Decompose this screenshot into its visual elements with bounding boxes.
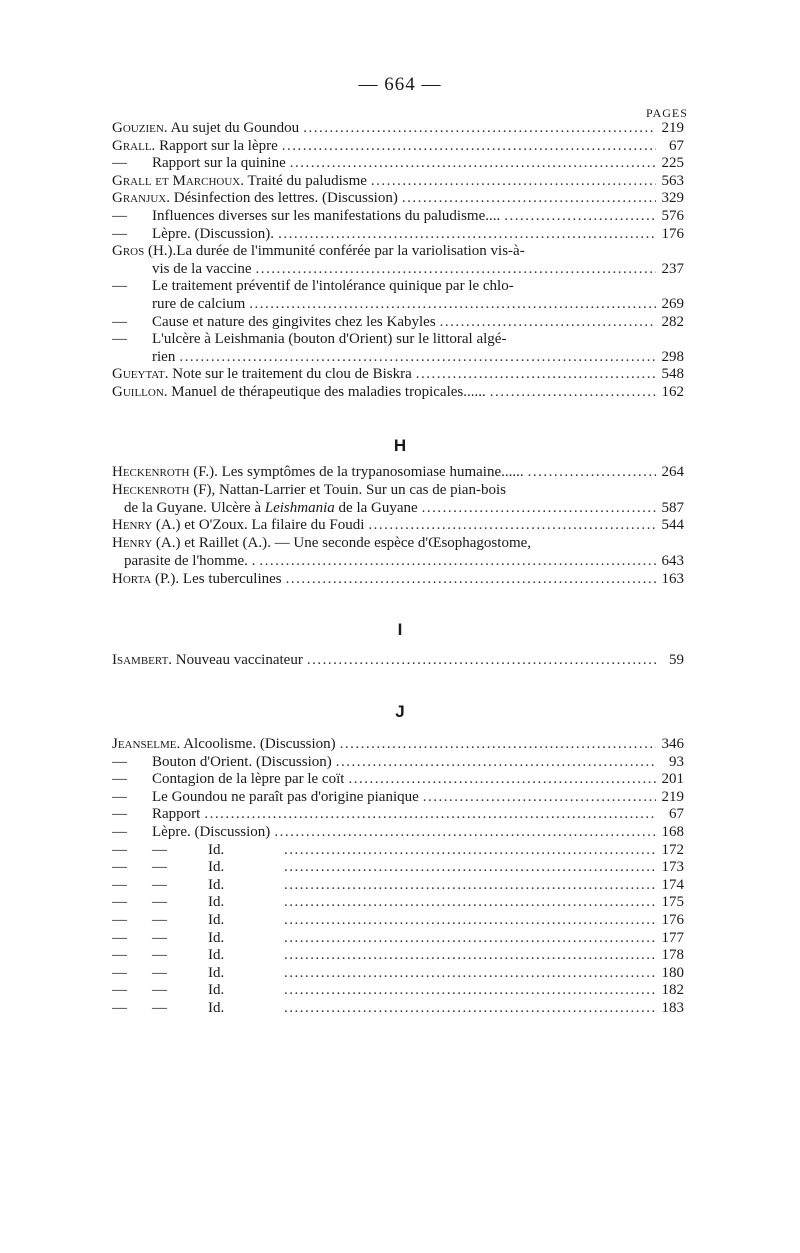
index-entry [112, 155, 684, 172]
entry-text [112, 535, 531, 552]
index-entry [112, 894, 684, 911]
page-reference: 178 [661, 947, 684, 964]
entry-title: L'ulcère à Leishmania (bouton d'Orient) sur le littoral algé- [152, 331, 507, 348]
entry-title: Traité du paludisme [243, 172, 367, 189]
leader-dots [284, 912, 656, 929]
entry-text [112, 314, 436, 331]
entry-title: Influences diverses sur les manifestations du paludisme.... [152, 208, 501, 224]
entry-title: (A.) et O'Zoux. La filaire du Foudi [152, 517, 365, 534]
entry-continuation: de la Guyane. Ulcère à [124, 499, 265, 516]
ditto-dash: — [112, 894, 127, 911]
entry-author: Gouzien. [112, 120, 168, 136]
entry-continuation: rure de calcium [152, 296, 246, 312]
entry-author: Gueytat. [112, 366, 169, 383]
entry-author: Heckenroth [112, 481, 190, 498]
entry-text [112, 384, 486, 401]
page-reference: 269 [661, 296, 684, 312]
leader-dots [371, 173, 656, 190]
page-reference: 176 [661, 225, 684, 242]
leader-dots [423, 789, 656, 806]
ditto-dash: — [112, 788, 127, 805]
ditto-dash: — [152, 859, 167, 876]
index-entry [112, 930, 684, 947]
entry-title: (A.) et Raillet (A.). — Une seconde espèce d'Œsophagostome, [152, 535, 532, 552]
index-entry [112, 571, 684, 588]
ditto-dash: — [152, 876, 167, 893]
leader-dots [284, 859, 656, 876]
entry-text [112, 500, 418, 517]
entry-author: Granjux. [112, 190, 170, 207]
leader-dots [256, 261, 656, 278]
ditto-dash: — [112, 947, 127, 964]
page-reference: 544 [661, 517, 684, 534]
entry-title: Id. [208, 841, 225, 858]
leader-dots [284, 842, 656, 859]
leader-dots [249, 296, 656, 313]
page-reference: 174 [661, 876, 684, 893]
ditto-dash: — [112, 278, 127, 295]
ditto-dash: — [152, 894, 167, 911]
index-entry [112, 982, 684, 999]
entry-text [112, 243, 525, 260]
page-reference: 59 [669, 652, 684, 668]
entry-text [112, 155, 286, 172]
page-reference: 177 [661, 929, 684, 946]
index-entry [112, 464, 684, 481]
leader-dots [504, 208, 656, 225]
section-letter-j: J [395, 702, 405, 721]
index-entry [112, 331, 684, 348]
page-reference: 563 [661, 172, 684, 189]
entry-text [112, 553, 255, 570]
leader-dots [528, 464, 656, 481]
entry-title: Id. [208, 929, 225, 946]
page-reference: 176 [661, 912, 684, 928]
index-entry [112, 243, 684, 260]
page-reference: 201 [661, 771, 684, 788]
page-reference: 163 [661, 570, 684, 587]
entry-title: Rapport [152, 806, 201, 823]
index-entry [112, 859, 684, 876]
index-entry [112, 553, 684, 570]
entry-title: Id. [208, 947, 225, 964]
entry-continuation: parasite de l'homme. . [124, 553, 256, 569]
index-entry [112, 1000, 684, 1017]
entry-title: Cause et nature des gingivites chez les Kabyles [152, 313, 436, 330]
entry-author: Gros [112, 243, 145, 260]
leader-dots [284, 877, 656, 894]
entry-title: Le traitement préventif de l'intolérance quinique par le chlo- [152, 278, 514, 295]
index-entry [112, 173, 684, 190]
entry-text [112, 806, 200, 823]
page-reference: 162 [661, 384, 684, 400]
ditto-dash: — [112, 771, 127, 788]
leader-dots [274, 824, 656, 841]
leader-dots [490, 384, 656, 401]
entry-title: Id. [208, 964, 225, 981]
leader-dots [204, 806, 656, 823]
ditto-dash: — [112, 982, 127, 999]
entry-text [112, 208, 500, 225]
entry-text [112, 789, 419, 806]
entry-author: Heckenroth [112, 464, 190, 480]
page-reference: 346 [661, 736, 684, 752]
section-letter-h: H [393, 436, 407, 455]
entry-continuation: vis de la vaccine [152, 260, 252, 277]
entry-continuation: de la Guyane [334, 499, 418, 516]
entry-title: Manuel de thérapeutique des maladies tropicales...... [167, 384, 486, 400]
index-entry [112, 806, 684, 823]
entry-title: (P.). Les tuberculines [151, 570, 282, 587]
index-entry [112, 965, 684, 982]
entry-italic-term: Leishmania [264, 499, 335, 516]
entry-text [112, 912, 280, 929]
entry-title: Id. [208, 982, 225, 999]
page-reference: 225 [661, 155, 684, 172]
page-reference: 329 [661, 190, 684, 207]
ditto-dash: — [112, 841, 127, 858]
ditto-dash: — [112, 155, 127, 172]
index-entry [112, 138, 684, 155]
leader-dots [284, 894, 656, 911]
leader-dots [440, 314, 656, 331]
index-entry [112, 535, 684, 552]
entry-text [112, 965, 280, 982]
page-reference: 93 [669, 753, 684, 770]
entry-text [112, 736, 336, 753]
index-entry [112, 947, 684, 964]
index-entry [112, 366, 684, 383]
entry-text [112, 842, 280, 859]
entry-author: Henry [112, 535, 153, 552]
entry-text [112, 571, 282, 588]
page-reference: 180 [661, 964, 684, 981]
pages-column-label: PAGES [646, 106, 688, 120]
entry-text [112, 349, 175, 366]
entry-title: Bouton d'Orient. (Discussion) [152, 753, 332, 770]
entry-text [112, 190, 398, 207]
ditto-dash: — [112, 1000, 127, 1016]
entry-text [112, 947, 280, 964]
ditto-dash: — [152, 982, 167, 999]
leader-dots [284, 965, 656, 982]
entry-author: Grall. [112, 137, 156, 154]
ditto-dash: — [112, 876, 127, 893]
entry-text [112, 296, 245, 313]
leader-dots [286, 571, 656, 588]
entry-title: Lèpre. (Discussion) [152, 824, 271, 840]
entry-title: Rapport sur la lèpre [155, 137, 278, 154]
ditto-dash: — [152, 929, 167, 946]
ditto-dash: — [112, 331, 127, 348]
index-entry [112, 296, 684, 313]
ditto-dash: — [112, 824, 127, 840]
leader-dots [259, 553, 656, 570]
page-reference: 587 [661, 499, 684, 516]
entry-text [112, 859, 280, 876]
entry-text [112, 138, 278, 155]
section-letter-i: I [397, 620, 403, 639]
index-entry [112, 226, 684, 243]
entry-author: Grall et Marchoux. [112, 172, 244, 189]
entry-text [112, 278, 514, 295]
entry-title: Id. [208, 894, 225, 911]
index-entry [112, 842, 684, 859]
page-reference: 548 [661, 366, 684, 383]
leader-dots [307, 652, 656, 669]
ditto-dash: — [112, 753, 127, 770]
ditto-dash: — [112, 859, 127, 876]
index-entry [112, 912, 684, 929]
leader-dots [422, 500, 656, 517]
entry-text [112, 173, 367, 190]
entry-text [112, 464, 524, 481]
entry-title: (F), Nattan-Larrier et Touin. Sur un cas de pian-bois [189, 481, 506, 498]
entry-text [112, 120, 299, 137]
page-reference: 237 [661, 260, 684, 277]
entry-text [112, 877, 280, 894]
page-reference: 172 [661, 841, 684, 858]
entry-author: Isambert. [112, 652, 173, 668]
entry-title: Note sur le traitement du clou de Biskra [168, 366, 412, 383]
entry-text [112, 226, 274, 243]
entry-author: Guillon. [112, 384, 168, 400]
leader-dots [284, 1000, 656, 1017]
entry-text [112, 894, 280, 911]
entry-title: Alcoolisme. (Discussion) [180, 736, 336, 752]
index-entry [112, 824, 684, 841]
entry-title: Id. [208, 912, 225, 928]
index-entry [112, 652, 684, 669]
page-reference: 168 [661, 824, 684, 840]
page-reference: 183 [661, 1000, 684, 1016]
ditto-dash: — [112, 313, 127, 330]
leader-dots [416, 366, 656, 383]
leader-dots [179, 349, 656, 366]
leader-dots [348, 771, 656, 788]
entry-title: Id. [208, 859, 225, 876]
index-entry [112, 736, 684, 753]
ditto-dash: — [112, 912, 127, 928]
entry-text [112, 482, 506, 499]
index-entry [112, 754, 684, 771]
entry-text [112, 652, 303, 669]
index-entry [112, 120, 684, 137]
leader-dots [282, 138, 656, 155]
page-reference: 219 [661, 788, 684, 805]
leader-dots [340, 736, 656, 753]
index-entry [112, 789, 684, 806]
leader-dots [284, 982, 656, 999]
leader-dots [290, 155, 656, 172]
entry-title: Désinfection des lettres. (Discussion) [169, 190, 398, 207]
ditto-dash: — [152, 912, 167, 928]
entry-title: Contagion de la lèpre par le coït [152, 771, 345, 788]
entry-title: Rapport sur la quinine [152, 155, 286, 172]
entry-title: Nouveau vaccinateur [172, 652, 303, 668]
page-reference: 643 [661, 553, 684, 569]
ditto-dash: — [112, 806, 127, 823]
page-reference: 282 [661, 313, 684, 330]
leader-dots [284, 947, 656, 964]
entry-title: Id. [208, 876, 225, 893]
leader-dots [336, 754, 656, 771]
entry-text [112, 331, 506, 348]
entry-title: Au sujet du Goundou [167, 120, 300, 136]
entry-title: (F.). Les symptômes de la trypanosomiase humaine...... [189, 464, 524, 480]
page-reference: 219 [661, 120, 684, 136]
ditto-dash: — [152, 841, 167, 858]
index-entry [112, 261, 684, 278]
page-reference: 67 [669, 137, 684, 154]
index-entry [112, 482, 684, 499]
leader-dots [402, 190, 656, 207]
entry-author: Henry [112, 517, 153, 534]
entry-author: Horta [112, 570, 152, 587]
index-entry [112, 500, 684, 517]
entry-text [112, 930, 280, 947]
page-reference: 175 [661, 894, 684, 911]
page-reference: 182 [661, 982, 684, 999]
leader-dots [368, 517, 656, 534]
entry-text [112, 754, 332, 771]
ditto-dash: — [112, 964, 127, 981]
page-reference: 173 [661, 859, 684, 876]
entry-text [112, 366, 412, 383]
entry-title: (H.).La durée de l'immunité conférée par la variolisation vis-à- [144, 243, 525, 260]
page-reference: 264 [661, 464, 684, 480]
ditto-dash: — [152, 1000, 167, 1016]
ditto-dash: — [112, 929, 127, 946]
entry-title: Le Goundou ne paraît pas d'origine pianique [152, 788, 419, 805]
entry-text [112, 824, 270, 841]
index-entry [112, 771, 684, 788]
ditto-dash: — [112, 225, 127, 242]
entry-title: Id. [208, 1000, 225, 1016]
index-entry [112, 190, 684, 207]
index-entry [112, 517, 684, 534]
index-entry [112, 877, 684, 894]
entry-continuation: rien [152, 348, 176, 365]
leader-dots [284, 930, 656, 947]
entry-title: Lèpre. (Discussion). [152, 225, 275, 242]
leader-dots [303, 120, 656, 137]
index-entry [112, 278, 684, 295]
ditto-dash: — [152, 947, 167, 964]
page-number: — 664 — [358, 74, 442, 95]
index-entry [112, 349, 684, 366]
index-entry [112, 384, 684, 401]
page-reference: 576 [661, 208, 684, 224]
ditto-dash: — [152, 964, 167, 981]
index-entry [112, 314, 684, 331]
entry-text [112, 261, 252, 278]
entry-text [112, 517, 364, 534]
leader-dots [278, 226, 656, 243]
index-entry [112, 208, 684, 225]
entry-author: Jeanselme. [112, 736, 181, 752]
entry-text [112, 771, 344, 788]
entry-text [112, 982, 280, 999]
entry-text [112, 1000, 280, 1017]
page-reference: 298 [661, 348, 684, 365]
page-reference: 67 [669, 806, 684, 823]
ditto-dash: — [112, 208, 127, 224]
